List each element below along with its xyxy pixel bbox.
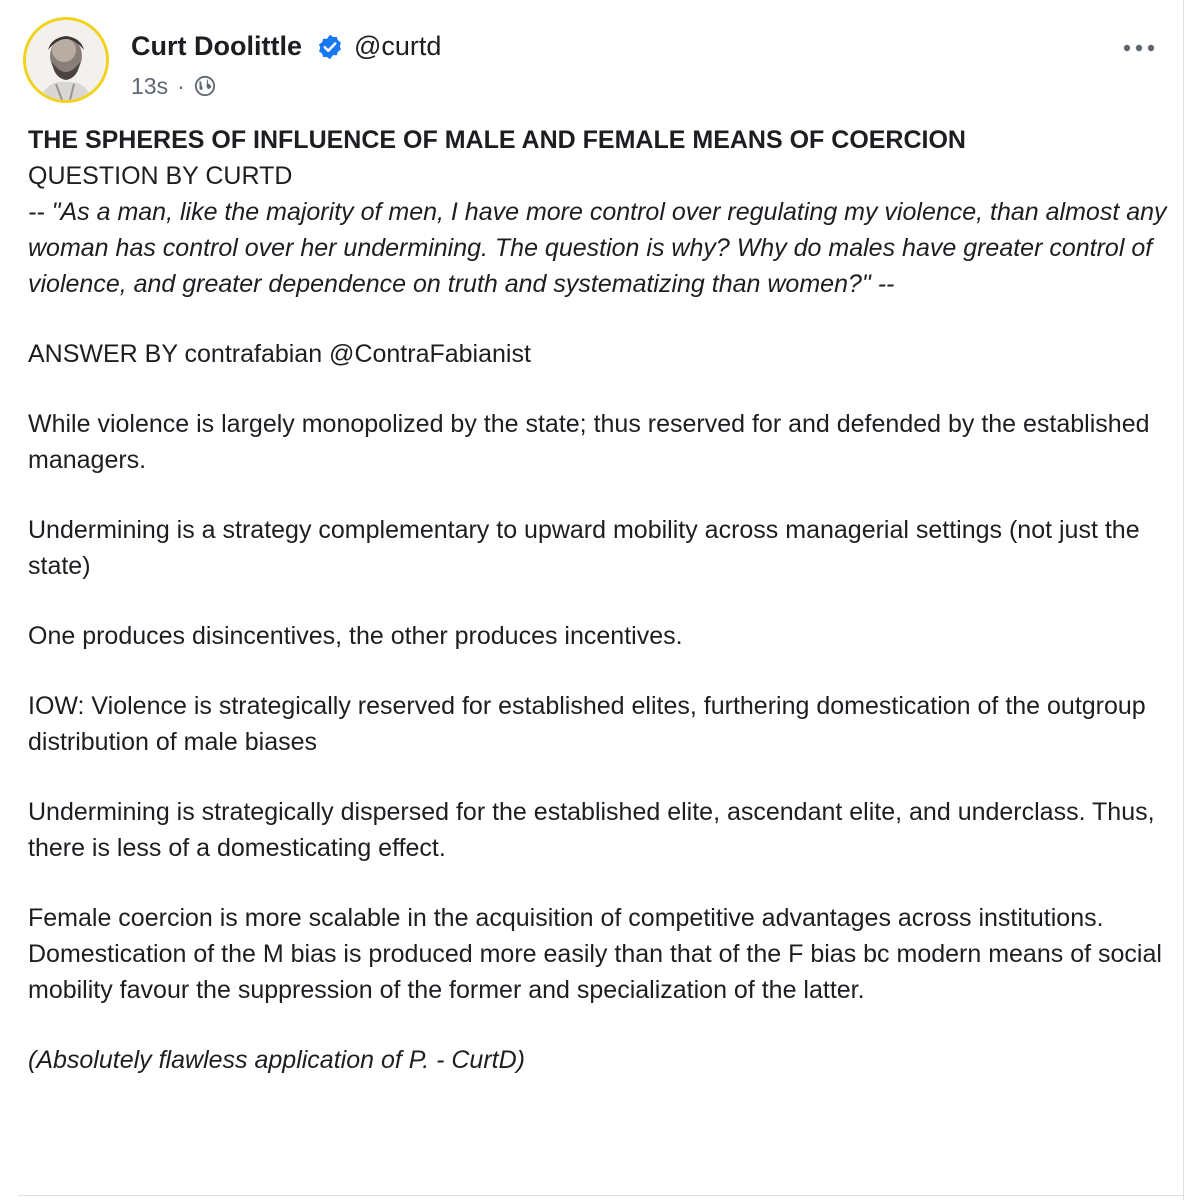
paragraph: IOW: Violence is strategically reserved for established elites, furthering domestication of the outgroup distribution of male biases: [28, 692, 1146, 756]
paragraph: One produces disincentives, the other produces incentives.: [28, 622, 683, 650]
question-heading: QUESTION BY CURTD: [28, 162, 293, 190]
verified-badge-icon: [316, 33, 344, 61]
card-divider: [18, 1195, 1184, 1196]
meta-separator: ·: [177, 73, 185, 99]
avatar[interactable]: [23, 17, 109, 103]
more-options-icon[interactable]: [1122, 38, 1156, 58]
author-handle[interactable]: @curtd: [354, 31, 442, 61]
post-title: THE SPHERES OF INFLUENCE OF MALE AND FEMALE MEANS OF COERCION: [28, 126, 966, 154]
paragraph: While violence is largely monopolized by the state; thus reserved for and defended by the established managers.: [28, 410, 1150, 474]
paragraph: Undermining is strategically dispersed for the established elite, ascendant elite, and underclass. Thus, there is less of a domesticating effect.: [28, 798, 1155, 862]
timestamp[interactable]: 13s: [131, 73, 169, 99]
post-meta: [131, 70, 216, 102]
paragraph: Female coercion is more scalable in the acquisition of competitive advantages across institutions. Domestication of the M bias is produced more easily than that of the F bias bc modern means of social mobility favour the suppression of the former and specialization of the latter.: [28, 904, 1162, 1004]
closing-note: (Absolutely flawless application of P. - CurtD): [28, 1046, 525, 1074]
question-text: -- "As a man, like the majority of men, I have more control over regulating my violence, than almost any woman has control over her undermining. The question is why? Why do males have greater control of violence, and greater dependence on truth and systematizing than women?" --: [28, 198, 1167, 298]
paragraph: Undermining is a strategy complementary to upward mobility across managerial settings (not just the state): [28, 516, 1140, 580]
answer-heading: ANSWER BY contrafabian @ContraFabianist: [28, 340, 531, 368]
avatar-portrait: [26, 20, 106, 100]
post-body: [28, 122, 1168, 1078]
author-name[interactable]: Curt Doolittle: [131, 31, 302, 61]
globe-icon[interactable]: [194, 75, 216, 97]
